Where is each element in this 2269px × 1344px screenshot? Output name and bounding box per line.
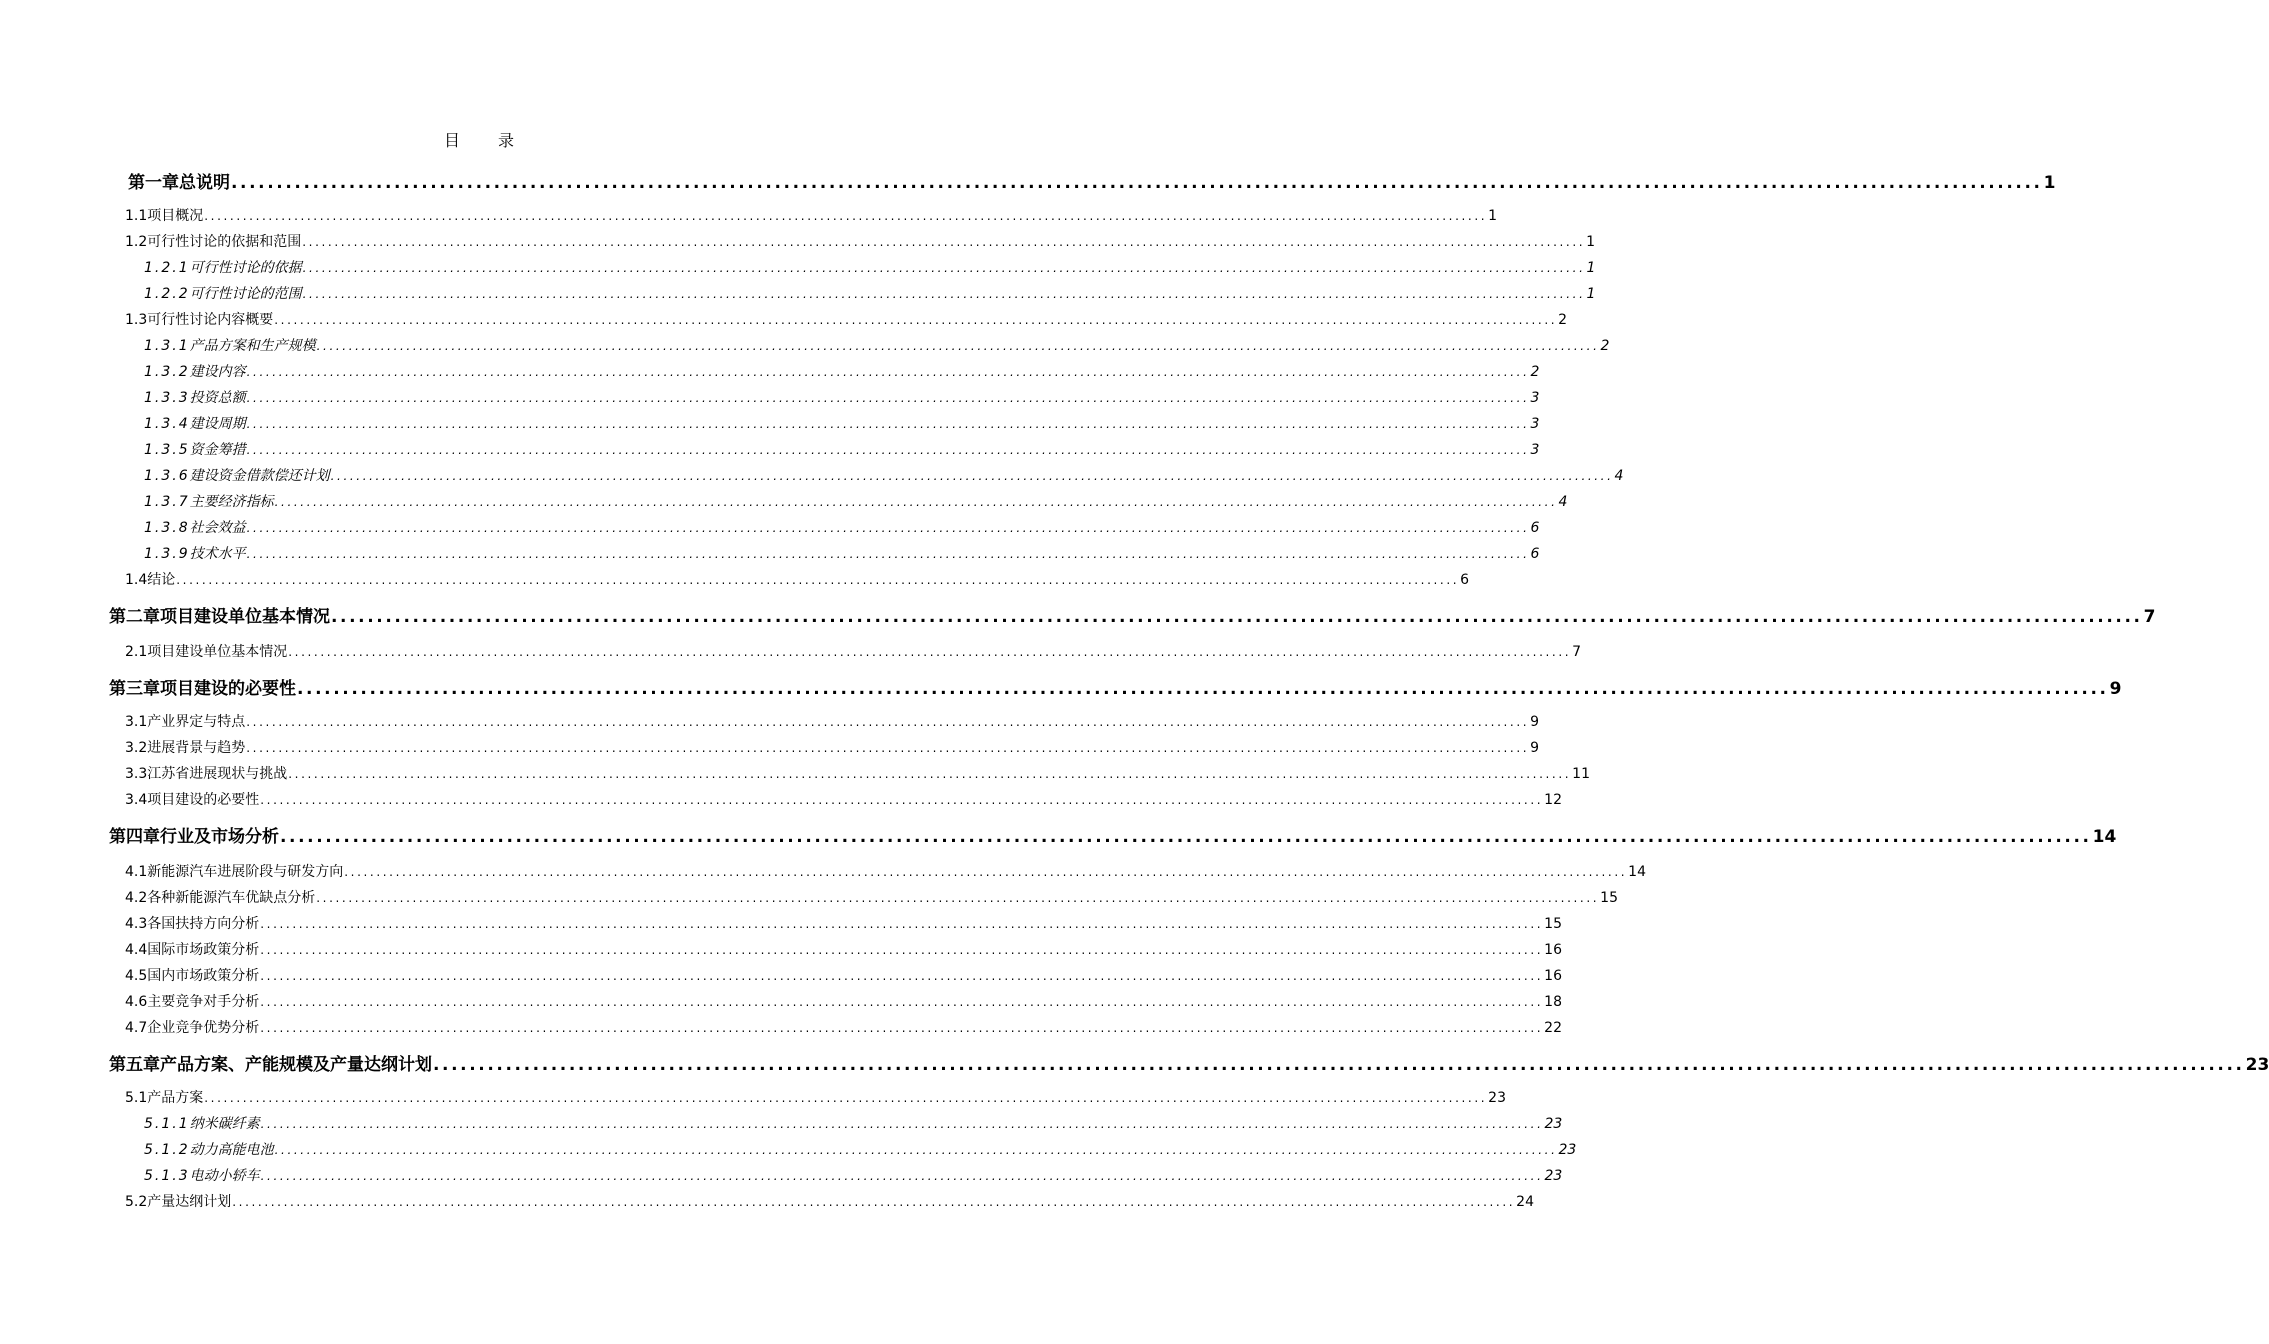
toc-entry-label: 总说明 xyxy=(179,173,230,193)
toc-leader-dots: ........................................................................................................................................................................................................ xyxy=(316,339,1600,353)
toc-subsection-entry[interactable] xyxy=(144,413,1540,433)
toc-leader-dots: ........................................................................................................................................................................................................ xyxy=(246,365,1530,379)
toc-entry-label: 技术水平 xyxy=(189,546,246,562)
toc-entry-label: 进展背景与趋势 xyxy=(147,740,246,756)
toc-entry-page-number: 2 xyxy=(1558,312,1568,328)
toc-leader-dots: ........................................................................................................................................................................................................ xyxy=(302,287,1586,301)
toc-section-entry[interactable] xyxy=(125,913,1562,933)
toc-subsection-entry[interactable] xyxy=(144,491,1568,511)
toc-chapter-entry[interactable] xyxy=(109,602,2156,628)
toc-entry-number: 第三章 xyxy=(109,679,160,699)
toc-section-entry[interactable] xyxy=(125,569,1470,589)
toc-subsection-entry[interactable] xyxy=(144,517,1540,537)
toc-entry-label: 建设内容 xyxy=(189,364,246,380)
toc-entry-page-number: 16 xyxy=(1544,968,1562,984)
toc-entry-number: 5.2 xyxy=(125,1194,148,1210)
toc-entry-label: 项目概况 xyxy=(147,208,204,224)
toc-section-entry[interactable] xyxy=(125,789,1562,809)
toc-subsection-entry[interactable] xyxy=(144,283,1596,303)
toc-entry-number: 1.3.1 xyxy=(144,338,190,354)
toc-entry-page-number: 2 xyxy=(1530,364,1540,380)
toc-leader-dots: ........................................................................................................................................................................................................ xyxy=(302,261,1586,275)
toc-entry-label: 结论 xyxy=(147,572,176,588)
toc-leader-dots: ........................................................................................................................................................................................................ xyxy=(331,607,2143,627)
toc-entry-label: 新能源汽车进展阶段与研发方向 xyxy=(147,864,344,880)
toc-section-entry[interactable] xyxy=(125,205,1498,225)
toc-section-entry[interactable] xyxy=(125,309,1568,329)
toc-leader-dots: ........................................................................................................................................................................................................ xyxy=(204,1091,1488,1105)
toc-entry-label: 各种新能源汽车优缺点分析 xyxy=(147,890,316,906)
toc-section-entry[interactable] xyxy=(125,231,1596,251)
toc-entry-page-number: 1 xyxy=(1488,208,1498,224)
toc-leader-dots: ........................................................................................................................................................................................................ xyxy=(246,547,1530,561)
toc-leader-dots: ........................................................................................................................................................................................................ xyxy=(274,313,1558,327)
toc-entry-label: 产品方案和生产规模 xyxy=(189,338,316,354)
toc-entry-label: 社会效益 xyxy=(189,520,246,536)
toc-entry-page-number: 1 xyxy=(2043,173,2056,193)
toc-subsection-entry[interactable] xyxy=(144,1113,1563,1133)
toc-entry-page-number: 24 xyxy=(1516,1194,1534,1210)
toc-entry-number: 1.3.2 xyxy=(144,364,190,380)
toc-entry-number: 1.3.5 xyxy=(144,442,190,458)
toc-leader-dots: ........................................................................................................................................................................................................ xyxy=(246,391,1530,405)
toc-entry-label: 可行性讨论的依据 xyxy=(189,260,302,276)
toc-entry-label: 产品方案、产能规模及产量达纲计划 xyxy=(160,1055,432,1075)
toc-entry-page-number: 6 xyxy=(1460,572,1470,588)
toc-entry-label: 项目建设单位基本情况 xyxy=(160,607,330,627)
toc-entry-page-number: 23 xyxy=(1544,1116,1563,1132)
toc-leader-dots: ........................................................................................................................................................................................................ xyxy=(316,891,1600,905)
toc-leader-dots: ........................................................................................................................................................................................................ xyxy=(297,679,2109,699)
toc-entry-number: 1.1 xyxy=(125,208,148,224)
toc-leader-dots: ........................................................................................................................................................................................................ xyxy=(246,417,1530,431)
toc-entry-label: 产业界定与特点 xyxy=(147,714,246,730)
toc-leader-dots: ........................................................................................................................................................................................................ xyxy=(302,235,1586,249)
toc-entry-label: 行业及市场分析 xyxy=(160,827,279,847)
toc-entry-label: 建设资金借款偿还计划 xyxy=(189,468,330,484)
toc-title: 目 录 xyxy=(443,131,516,150)
toc-leader-dots: ........................................................................................................................................................................................................ xyxy=(260,995,1544,1009)
toc-entry-number: 第四章 xyxy=(109,827,160,847)
toc-chapter-entry[interactable] xyxy=(128,168,2056,194)
toc-entry-label: 江苏省进展现状与挑战 xyxy=(147,766,288,782)
toc-section-entry[interactable] xyxy=(125,1191,1534,1211)
toc-entry-label: 国内市场政策分析 xyxy=(147,968,260,984)
toc-chapter-entry[interactable] xyxy=(109,674,2122,700)
toc-leader-dots: ........................................................................................................................................................................................................ xyxy=(288,645,1572,659)
toc-entry-number: 1.3.6 xyxy=(144,468,190,484)
toc-entry-page-number: 11 xyxy=(1572,766,1590,782)
toc-section-entry[interactable] xyxy=(125,641,1582,661)
toc-entry-page-number: 4 xyxy=(1558,494,1568,510)
toc-entry-page-number: 3 xyxy=(1530,390,1540,406)
toc-section-entry[interactable] xyxy=(125,991,1562,1011)
toc-entry-label: 各国扶持方向分析 xyxy=(147,916,260,932)
toc-subsection-entry[interactable] xyxy=(144,543,1540,563)
toc-leader-dots: ........................................................................................................................................................................................................ xyxy=(288,767,1572,781)
toc-leader-dots: ........................................................................................................................................................................................................ xyxy=(246,715,1530,729)
toc-leader-dots: ........................................................................................................................................................................................................ xyxy=(231,173,2043,193)
toc-section-entry[interactable] xyxy=(125,965,1562,985)
toc-entry-page-number: 7 xyxy=(1572,644,1582,660)
toc-subsection-entry[interactable] xyxy=(144,465,1624,485)
toc-entry-page-number: 7 xyxy=(2143,607,2156,627)
toc-entry-label: 动力高能电池 xyxy=(189,1142,274,1158)
toc-entry-number: 3.4 xyxy=(125,792,148,808)
toc-entry-page-number: 15 xyxy=(1600,890,1618,906)
toc-entry-page-number: 4 xyxy=(1614,468,1624,484)
toc-entry-page-number: 9 xyxy=(2109,679,2122,699)
toc-entry-number: 1.2.1 xyxy=(144,260,190,276)
toc-leader-dots: ........................................................................................................................................................................................................ xyxy=(176,573,1460,587)
toc-leader-dots: ........................................................................................................................................................................................................ xyxy=(260,1169,1544,1183)
toc-leader-dots: ........................................................................................................................................................................................................ xyxy=(246,741,1530,755)
toc-entry-label: 国际市场政策分析 xyxy=(147,942,260,958)
toc-entry-page-number: 14 xyxy=(2092,827,2117,847)
toc-entry-label: 项目建设的必要性 xyxy=(147,792,260,808)
toc-entry-number: 1.3.8 xyxy=(144,520,190,536)
toc-entry-page-number: 23 xyxy=(1558,1142,1577,1158)
toc-entry-label: 产品方案 xyxy=(147,1090,204,1106)
toc-entry-number: 1.3.9 xyxy=(144,546,190,562)
toc-entry-number: 5.1.2 xyxy=(144,1142,190,1158)
toc-entry-number: 3.3 xyxy=(125,766,148,782)
toc-entry-page-number: 18 xyxy=(1544,994,1562,1010)
toc-entry-page-number: 1 xyxy=(1586,286,1596,302)
toc-leader-dots: ........................................................................................................................................................................................................ xyxy=(260,1117,1544,1131)
toc-entry-number: 第一章 xyxy=(128,173,179,193)
toc-entry-label: 投资总额 xyxy=(189,390,246,406)
toc-entry-number: 4.6 xyxy=(125,994,148,1010)
toc-chapter-entry[interactable] xyxy=(109,822,2117,848)
toc-section-entry[interactable] xyxy=(125,1017,1562,1037)
toc-section-entry[interactable] xyxy=(125,887,1618,907)
toc-entry-label: 主要竞争对手分析 xyxy=(147,994,260,1010)
toc-entry-number: 1.3 xyxy=(125,312,148,328)
toc-entry-page-number: 3 xyxy=(1530,416,1540,432)
toc-entry-page-number: 3 xyxy=(1530,442,1540,458)
toc-entry-label: 项目建设单位基本情况 xyxy=(147,644,288,660)
toc-entry-number: 1.2.2 xyxy=(144,286,190,302)
toc-entry-page-number: 2 xyxy=(1600,338,1610,354)
toc-leader-dots: ........................................................................................................................................................................................................ xyxy=(260,1021,1544,1035)
toc-chapter-entry[interactable] xyxy=(109,1050,2269,1076)
toc-section-entry[interactable] xyxy=(125,939,1562,959)
toc-leader-dots: ........................................................................................................................................................................................................ xyxy=(246,443,1530,457)
toc-entry-number: 1.3.3 xyxy=(144,390,190,406)
toc-leader-dots: ........................................................................................................................................................................................................ xyxy=(260,793,1544,807)
toc-entry-page-number: 1 xyxy=(1586,234,1596,250)
toc-section-entry[interactable] xyxy=(125,861,1646,881)
toc-entry-label: 纳米碳纤素 xyxy=(189,1116,260,1132)
toc-entry-label: 主要经济指标 xyxy=(189,494,274,510)
toc-entry-number: 5.1 xyxy=(125,1090,148,1106)
toc-entry-page-number: 9 xyxy=(1530,740,1540,756)
toc-entry-number: 4.4 xyxy=(125,942,148,958)
toc-entry-number: 第二章 xyxy=(109,607,160,627)
toc-entry-label: 产量达纲计划 xyxy=(147,1194,232,1210)
toc-entry-number: 第五章 xyxy=(109,1055,160,1075)
toc-entry-page-number: 23 xyxy=(2245,1055,2269,1075)
toc-entry-number: 3.2 xyxy=(125,740,148,756)
toc-leader-dots: ........................................................................................................................................................................................................ xyxy=(260,943,1544,957)
toc-entry-number: 4.1 xyxy=(125,864,148,880)
toc-entry-page-number: 6 xyxy=(1530,520,1540,536)
toc-leader-dots: ........................................................................................................................................................................................................ xyxy=(344,865,1628,879)
toc-leader-dots: ........................................................................................................................................................................................................ xyxy=(274,495,1558,509)
toc-subsection-entry[interactable] xyxy=(144,1139,1577,1159)
toc-section-entry[interactable] xyxy=(125,763,1590,783)
toc-leader-dots: ........................................................................................................................................................................................................ xyxy=(260,969,1544,983)
toc-entry-number: 4.7 xyxy=(125,1020,148,1036)
toc-section-entry[interactable] xyxy=(125,711,1540,731)
toc-entry-page-number: 16 xyxy=(1544,942,1562,958)
toc-entry-label: 可行性讨论的范围 xyxy=(189,286,302,302)
toc-leader-dots: ........................................................................................................................................................................................................ xyxy=(330,469,1614,483)
toc-leader-dots: ........................................................................................................................................................................................................ xyxy=(260,917,1544,931)
toc-entry-page-number: 9 xyxy=(1530,714,1540,730)
toc-subsection-entry[interactable] xyxy=(144,257,1596,277)
toc-entry-label: 企业竞争优势分析 xyxy=(147,1020,260,1036)
toc-leader-dots: ........................................................................................................................................................................................................ xyxy=(246,521,1530,535)
toc-section-entry[interactable] xyxy=(125,737,1540,757)
toc-entry-label: 电动小轿车 xyxy=(189,1168,260,1184)
toc-entry-number: 5.1.1 xyxy=(144,1116,190,1132)
toc-leader-dots: ........................................................................................................................................................................................................ xyxy=(232,1195,1516,1209)
toc-entry-page-number: 22 xyxy=(1544,1020,1562,1036)
toc-entry-number: 2.1 xyxy=(125,644,148,660)
toc-entry-label: 资金筹措 xyxy=(189,442,246,458)
toc-subsection-entry[interactable] xyxy=(144,361,1540,381)
toc-entry-page-number: 14 xyxy=(1628,864,1646,880)
toc-entry-number: 4.2 xyxy=(125,890,148,906)
toc-entry-label: 可行性讨论的依据和范围 xyxy=(147,234,302,250)
toc-entry-page-number: 23 xyxy=(1488,1090,1506,1106)
toc-leader-dots: ........................................................................................................................................................................................................ xyxy=(274,1143,1558,1157)
toc-entry-page-number: 6 xyxy=(1530,546,1540,562)
toc-entry-label: 建设周期 xyxy=(189,416,246,432)
toc-leader-dots: ........................................................................................................................................................................................................ xyxy=(433,1055,2245,1075)
toc-subsection-entry[interactable] xyxy=(144,387,1540,407)
toc-entry-number: 4.5 xyxy=(125,968,148,984)
toc-subsection-entry[interactable] xyxy=(144,1165,1563,1185)
toc-entry-page-number: 23 xyxy=(1544,1168,1563,1184)
toc-leader-dots: ........................................................................................................................................................................................................ xyxy=(204,209,1488,223)
toc-entry-number: 5.1.3 xyxy=(144,1168,190,1184)
toc-subsection-entry[interactable] xyxy=(144,335,1610,355)
toc-entry-label: 可行性讨论内容概要 xyxy=(147,312,274,328)
toc-subsection-entry[interactable] xyxy=(144,439,1540,459)
toc-leader-dots: ........................................................................................................................................................................................................ xyxy=(280,827,2092,847)
toc-entry-label: 项目建设的必要性 xyxy=(160,679,296,699)
toc-entry-number: 4.3 xyxy=(125,916,148,932)
toc-entry-page-number: 12 xyxy=(1544,792,1562,808)
toc-entry-number: 1.3.4 xyxy=(144,416,190,432)
toc-entry-page-number: 1 xyxy=(1586,260,1596,276)
toc-entry-page-number: 15 xyxy=(1544,916,1562,932)
toc-entry-number: 1.2 xyxy=(125,234,148,250)
toc-section-entry[interactable] xyxy=(125,1087,1506,1107)
toc-entry-number: 1.3.7 xyxy=(144,494,190,510)
toc-entry-number: 3.1 xyxy=(125,714,148,730)
toc-entry-number: 1.4 xyxy=(125,572,148,588)
